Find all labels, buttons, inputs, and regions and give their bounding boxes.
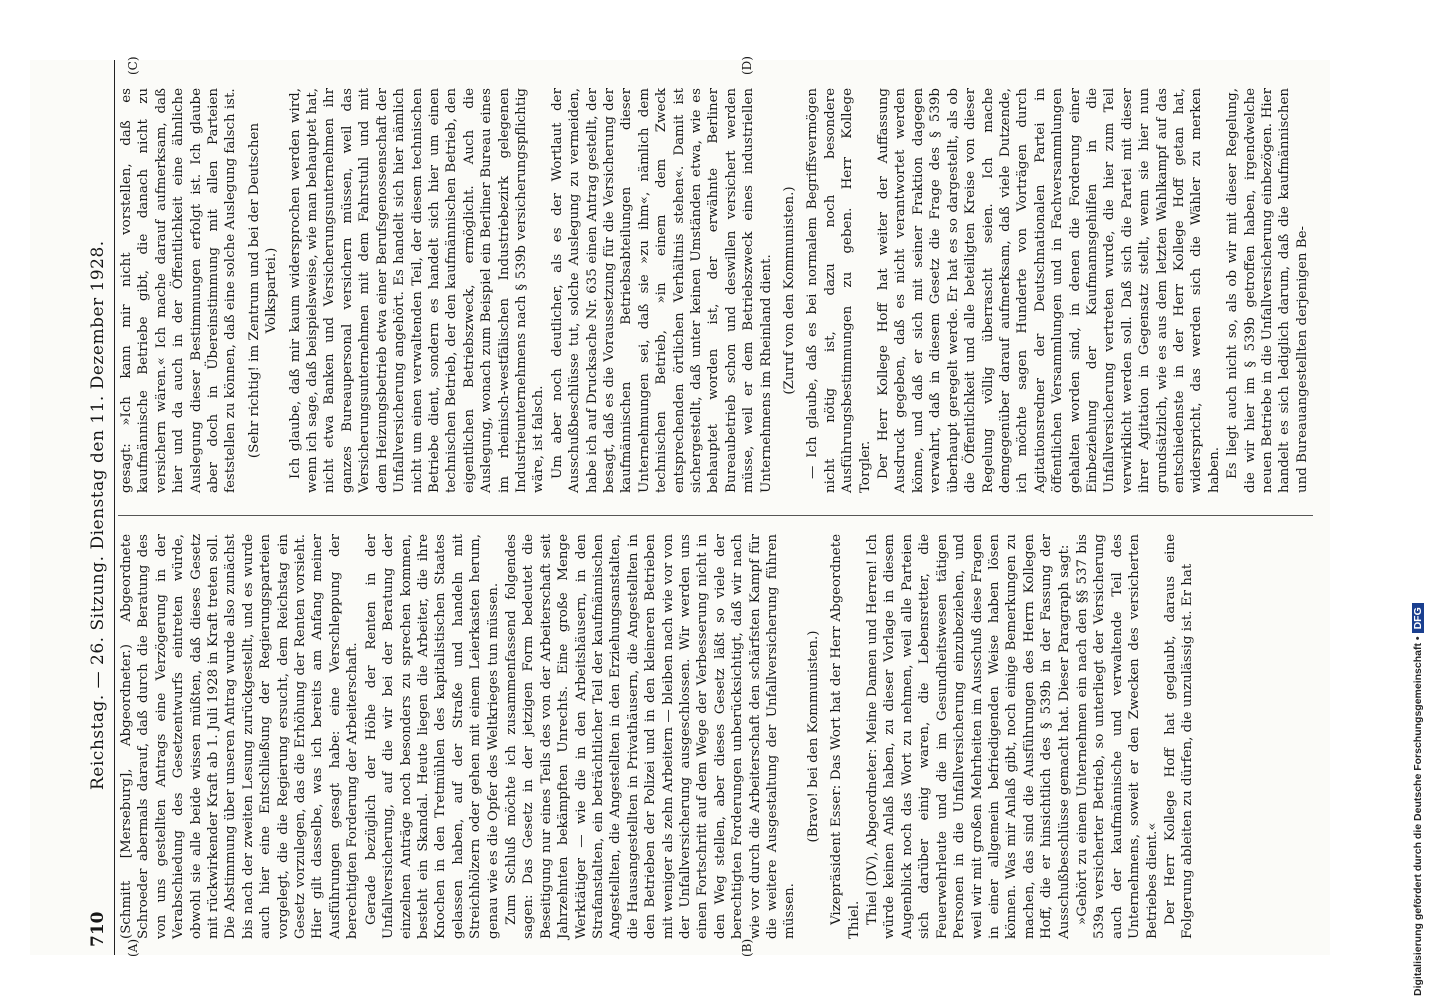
- paragraph: (Schmitt [Merseburg], Abgeordneter.) Abgeordnete Schroeder abermals darauf, daß durch die Beratung des von uns gestellten Antrags eine Verzögerung in der Verabschiedung des Gesetzentwurfs eintreten würde, obwohl sie alle beide wissen müßten, daß dieses Gesetz mit rückwirkender Kraft ab 1. Juli 1928 in Kraft treten soll. Die Abstimmung über unseren Antrag wurde also zunächst bis nach der zweiten Lesung zurückgestellt, und es wurde auch hier eine Entschließung der Regierungsparteien vorgelegt, die die Regierung ersucht, dem Reichstag ein Gesetz vorzulegen, das die Erhöhung der Renten vorsieht. Hier gilt dasselbe, was ich bereits am Anfang meiner Ausführungen gesagt habe: eine Verschleppung der berechtigten Forderung der Arbeiterschaft.: [119, 534, 361, 939]
- quotation: »Gehört zu einem Unternehmen ein nach den §§ 537 bis 539a versicherter Betrieb, so unterliegt der Versicherung auch der kaufmännische und verwaltende Teil des Unternehmens, soweit er den Zwecken des versicherten Betriebes dient.«: [1074, 534, 1160, 939]
- digitization-credit-text: Digitalisierung gefördert durch die Deutsche Forschungsgemeinschaft •: [1412, 636, 1424, 996]
- interjection: (Sehr richtig! im Zentrum und bei der Deutschen Volkspartei.): [246, 122, 280, 459]
- rotated-page-content: [30, 56, 1330, 957]
- right-column: [118, 88, 1318, 493]
- paragraph-speaker-intro: Vizepräsident Esser: Das Wort hat der Herr Abgeordnete Thiel.: [829, 534, 862, 939]
- paragraph: gesagt: »Ich kann mir nicht vorstellen, daß es kaufmännische Betriebe gibt, die danach nicht zu versichern wären.« Ich mache darauf aufmerksam, daß hier und da auch in der Öffentlichkeit eine ähnliche Auslegung dieser Bestimmungen erfolgt ist. Ich glaube aber doch in Übereinstimmung mit allen Parteien feststellen zu können, daß eine solche Auslegung falsch ist.: [119, 88, 239, 493]
- interjection: (Bravo! bei den Kommunisten.): [805, 630, 821, 843]
- page-number: 710: [88, 911, 108, 947]
- page-header-title: Reichstag. — 26. Sitzung. Dienstag den 11. Dezember 1928.: [88, 240, 108, 790]
- interjection: (Zuruf von den Kommunisten.): [782, 186, 798, 395]
- paragraph: Es liegt auch nicht so, als ob wir mit dieser Regelung, die wir hier im § 539b getroffen haben, irgendwelche neuen Betriebe in die Unfallversicherung einbezögen. Hier handelt es sich lediglich darum, daß die kaufmännischen und Bureauangestellten derjenigen Be-: [1225, 88, 1310, 493]
- paragraph: Der Herr Kollege Hoff hat weiter der Auffassung Ausdruck gegeben, daß es nicht verantwortet werden könne, und daß er sich mit seiner Fraktion dagegen verwahrt, daß in diesem Gesetz die Frage des § 539b überhaupt geregelt werde. Er hat es so dargestellt, als ob die Öffentlichkeit und alle beteiligten Kreise von dieser Regelung völlig überrascht seien. Ich mache demgegenüber darauf aufmerksam, daß viele Dutzende, ich möchte sagen Hunderte von Vorträgen durch Agitationsredner der Deutschnationalen Partei in öffentlichen Versammlungen und in Fachversammlungen gehalten worden sind, in denen die Forderung einer Einbeziehung der Kaufmannsgehilfen in die Unfallversicherung vertreten wurde, die hier zum Teil verwirklicht werden soll. Daß sich die Partei mit dieser ihrer Agitation in Gegensatz stellt, wenn sie hier nun grundsätzlich, wie es aus dem letzten Wahlkampf auf das entschiedenste in der Herr Kollege Hoff getan hat, widerspricht, das werden sich die Wähler zu merken haben.: [876, 88, 1222, 493]
- paragraph: Ich glaube, daß mir kaum widersprochen werden wird, wenn ich sage, daß beispielsweise, wie man behauptet hat, nicht etwa Banken und Versicherungsunternehmen ihr ganzes Bureaupersonal versichern müssen, weil das Versicherungsunternehmen mit dem Fahrstuhl und mit dem Heizungsbetrieb etwa einer Berufsgenossenschaft der Unfallversicherung angehört. Es handelt sich hier nämlich nicht um einen verwaltenden Teil, der diesem technischen Betriebe dient, sondern es handelt sich hier um einen technischen Betrieb, der den kaufmännischen Betrieb, den eigentlichen Betriebszweck, ermöglicht. Auch die Auslegung, wonach zum Beispiel ein Berliner Bureau eines im rheinisch-westfälischen Industriebezirk gelegenen Industrieunternehmens nach § 539b versicherungspflichtig wäre, ist falsch.: [287, 88, 547, 493]
- dfg-logo: DFG: [1412, 603, 1424, 633]
- paragraph: Gerade bezüglich der Höhe der Renten in der Unfallversicherung, auf die wir bei der Beratung der einzelnen Anträge noch besonders zu sprechen kommen, besteht ein Skandal. Heute liegen die Arbeiter, die ihre Knochen in den Tretmühlen des kapitalistischen Staates gelassen haben, auf der Straße und handeln mit Streichhölzern oder gehen mit einem Leierkasten herum, genau wie es die Opfer des Weltkrieges tun müssen.: [363, 534, 501, 939]
- digitization-credit: [1412, 6, 1424, 996]
- margin-mark-c: (C): [126, 56, 140, 75]
- paragraph: Der Herr Kollege Hoff hat geglaubt, daraus eine Folgerung ableiten zu dürfen, die unzulässig ist. Er hat: [1162, 534, 1196, 939]
- paragraph-speech: Thiel (DV), Abgeordneter: Meine Damen und Herren! Ich würde keinen Anlaß haben, zu dieser Vorlage in diesem Augenblick noch das Wort zu nehmen, weil alle Parteien sich darüber einig waren, die Lebensretter, die Feuerwehrleute und die im Gesundheitswesen tätigen Personen in die Unfallversicherung einzubeziehen, und weil wir mit großen Mehrheiten im Ausschuß diese Fragen in einer allgemein befriedigenden Weise haben lösen können. Was mir Anlaß gibt, noch einige Bemerkungen zu machen, das sind die Ausführungen des Herrn Kollegen Hoff, die er hinsichtlich des § 539b in der Fassung der Ausschußbeschlüsse gemacht hat. Dieser Paragraph sagt:: [865, 534, 1072, 939]
- column-separator: [118, 515, 1313, 516]
- paragraph: — Ich glaube, daß es bei normalem Begriffsvermögen nicht nötig ist, dazu noch besondere Ausführungsbestimmungen zu geben. Herr Kollege Torgler.: [805, 88, 873, 493]
- paragraph: Um aber noch deutlicher, als es der Wortlaut der Ausschußbeschlüsse tut, solche Auslegung zu vermeiden, habe ich auf Drucksache Nr. 635 einen Antrag gestellt, der besagt, daß es die Voraussetzung für die Versicherung der kaufmännischen Betriebsabteilungen dieser Unternehmungen sei, daß sie »zu ihm«, nämlich dem technischen Betrieb, »in einem dem Zweck entsprechenden örtlichen Verhältnis stehen«. Damit ist sichergestellt, daß unter keinen Umständen etwa, wie es behauptet worden ist, der erwähnte Berliner Bureaubetrieb schon und deswillen versichert werden müsse, weil er dem Betriebszweck eines industriellen Unternehmens im Rheinland dient.: [549, 88, 774, 493]
- margin-mark-a: (A): [126, 938, 140, 957]
- left-column: [118, 534, 1318, 939]
- margin-mark-b: (B): [740, 938, 754, 957]
- paragraph: Zum Schluß möchte ich zusammenfassend folgendes sagen: Das Gesetz in der jetzigen Form bedeutet die Beseitigung nur eines Teils des von der Arbeiterschaft seit Jahrzehnten bekämpften Unrechts. Eine große Menge Werktätiger — wie die in den Arbeitshäusern, in den Strafanstalten, ein beträchtlicher Teil der kaufmännischen Angestellten, die Angestellten in den Erziehungsanstalten, die Hausangestellten in Privathäusern, die Angestellten in den Betrieben der Polizei und in den kleineren Betrieben mit weniger als zehn Arbeitern — bleiben nach wie vor von der Unfallversicherung ausgeschlossen. Wir werden uns einen Fortschritt auf dem Wege der Verbesserung nicht in den Weg stellen, aber dieses Gesetz läßt so viele der berechtigten Forderungen unberücksichtigt, daß wir nach wie vor durch die Arbeiterschaft den schärfsten Kampf für die weitere Ausgestaltung der Unfallversicherung führen müssen.: [503, 534, 798, 939]
- page-header: [84, 60, 115, 955]
- margin-mark-d: (D): [740, 56, 754, 75]
